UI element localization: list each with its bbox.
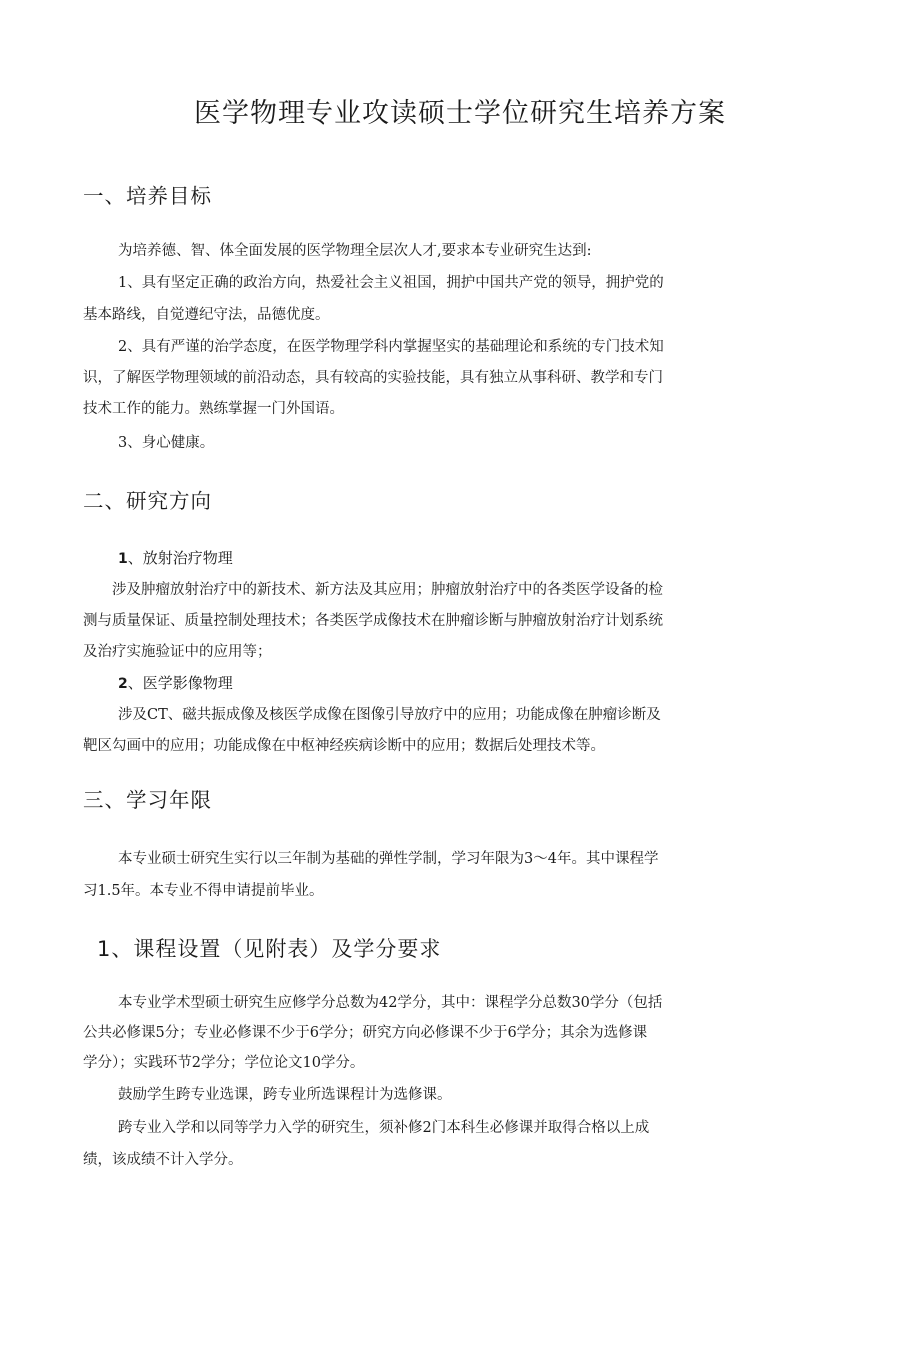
direction-2-title — [118, 672, 233, 695]
duration-line-1: 本专业硕士研究生实行以三年制为基础的弹性学制，学习年限为3～4年。其中课程学 — [118, 851, 659, 867]
direction-1-label: 、放射治疗物理 — [127, 549, 233, 567]
goals-intro: 为培养德、智、体全面发展的医学物理全层次人才,要求本专业研究生达到: — [118, 243, 592, 259]
section-heading-directions: 二、研究方向 — [83, 489, 212, 513]
goal-item-2-line-2: 识，了解医学物理领域的前沿动态，具有较高的实验技能，具有独立从事科研、教学和专门 — [83, 370, 663, 386]
section-heading-courses: 1、课程设置（见附表）及学分要求 — [97, 937, 442, 961]
makeup-line-1: 跨专业入学和以同等学力入学的研究生，须补修2门本科生必修课并取得合格以上成 — [118, 1120, 650, 1136]
section-heading-goals: 一、培养目标 — [83, 184, 212, 208]
goal-item-3: 3、身心健康。 — [118, 435, 215, 451]
direction-2-label: 、医学影像物理 — [127, 674, 233, 692]
direction-2-line-2: 靶区勾画中的应用；功能成像在中枢神经疾病诊断中的应用；数据后处理技术等。 — [83, 738, 605, 754]
direction-1-number: 1 — [118, 551, 128, 567]
credits-line-1: 本专业学术型硕士研究生应修学分总数为42学分，其中：课程学分总数30学分（包括 — [118, 995, 663, 1011]
goal-item-1-line-2: 基本路线，自觉遵纪守法，品德优度。 — [83, 307, 330, 323]
duration-line-2: 习1.5年。本专业不得申请提前毕业。 — [83, 883, 324, 899]
credits-line-2: 公共必修课5分；专业必修课不少于6学分；研究方向必修课不少于6学分；其余为选修课 — [83, 1025, 648, 1041]
goal-item-2-line-3: 技术工作的能力。熟练掌握一门外国语。 — [83, 401, 344, 417]
direction-1-title — [118, 547, 233, 570]
section-heading-duration: 三、学习年限 — [83, 788, 212, 812]
goal-item-1-line-1: 1、具有坚定正确的政治方向，热爱社会主义祖国，拥护中国共产党的领导，拥护党的 — [118, 275, 664, 291]
goal-item-2-line-1: 2、具有严谨的治学态度，在医学物理学科内掌握坚实的基础理论和系统的专门技术知 — [118, 339, 664, 355]
page-title: 医学物理专业攻读硕士学位研究生培养方案 — [194, 98, 726, 129]
direction-1-line-3: 及治疗实施验证中的应用等； — [83, 644, 272, 660]
direction-2-line-1: 涉及CT、磁共振成像及核医学成像在图像引导放疗中的应用；功能成像在肿瘤诊断及 — [118, 707, 661, 723]
cross-major-note: 鼓励学生跨专业选课，跨专业所选课程计为选修课。 — [118, 1087, 452, 1103]
makeup-line-2: 绩，该成绩不计入学分。 — [83, 1152, 243, 1168]
credits-line-3: 学分）；实践环节2学分；学位论文10学分。 — [83, 1055, 365, 1071]
direction-1-line-2: 测与质量保证、质量控制处理技术；各类医学成像技术在肿瘤诊断与肿瘤放射治疗计划系统 — [83, 613, 663, 629]
direction-1-line-1: 涉及肿瘤放射治疗中的新技术、新方法及其应用；肿瘤放射治疗中的各类医学设备的检 — [112, 582, 663, 598]
direction-2-number: 2 — [118, 676, 128, 692]
